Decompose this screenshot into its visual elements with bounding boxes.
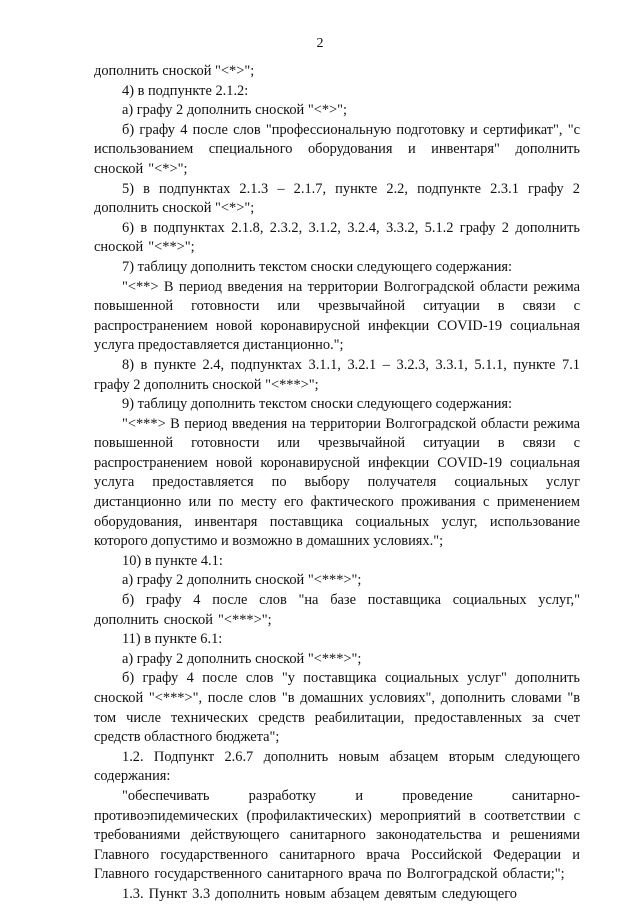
page-number: 2 xyxy=(316,36,324,51)
footnote-text-double-star: "<**> В период введения на территории Волгоградской области режима повышенной готовности или чрезвычайной ситуации в связи с распространением новой коронавирусной инфекции COVID-19 социальная услуга предоставляется дистанционно."; xyxy=(94,278,580,354)
list-item-8: 8) в пункте 2.4, подпунктах 3.1.1, 3.2.1 – 3.2.3, 3.3.1, 5.1.1, пункте 7.1 графу 2 дополнить сноской "<***>"; xyxy=(94,356,580,393)
section-1-3: 1.3. Пункт 3.3 дополнить новым абзацем девятым следующего xyxy=(122,885,517,902)
footnote-text-triple-star: "<***> В период введения на территории Волгоградской области режима повышенной готовности или чрезвычайной ситуации в связи с распространением новой коронавирусной инфекции COVID-19 социальная услуга предоставляется по выбору получателя социальных услуг дистанционно или по месту его фактического проживания с применением оборудования, инвентаря поставщика социальных услуг, использование которого допустимо и возможно в домашних условиях."; xyxy=(94,415,580,550)
list-item-10: 10) в пункте 4.1: xyxy=(122,552,223,569)
document-body xyxy=(94,62,580,905)
list-item-6: 6) в подпунктах 2.1.8, 2.3.2, 3.1.2, 3.2.4, 3.3.2, 5.1.2 графу 2 дополнить сноской "<**>"; xyxy=(94,219,580,256)
list-item-4: 4) в подпункте 2.1.2: xyxy=(122,82,249,99)
paragraph-continuation: дополнить сноской "<*>"; xyxy=(94,63,255,79)
list-item-10b: б) графу 4 после слов "на базе поставщика социальных услуг," дополнить сноской "<***>"; xyxy=(94,592,580,628)
list-item-4b: б) графу 4 после слов "профессиональную подготовку и сертификат", "с использованием специального оборудования и инвентаря" дополнить сноской "<*>"; xyxy=(94,121,580,177)
list-item-4a: а) графу 2 дополнить сноской "<*>"; xyxy=(122,102,348,119)
list-item-7: 7) таблицу дополнить текстом сноски следующего содержания: xyxy=(122,258,513,275)
section-1-2: 1.2. Подпункт 2.6.7 дополнить новым абзацем вторым следующего содержания: xyxy=(94,748,580,785)
list-item-11b: б) графу 4 после слов "у поставщика социальных услуг" дополнить сноской "<***>", после слов "в домашних условиях", дополнить словами "в том числе технических средств реабилитации, предоставленных за счет средств областного бюджета"; xyxy=(94,670,580,746)
list-item-10a: а) графу 2 дополнить сноской "<***>"; xyxy=(122,572,362,589)
list-item-11: 11) в пункте 6.1: xyxy=(122,631,223,648)
list-item-9: 9) таблицу дополнить текстом сноски следующего содержания: xyxy=(122,396,513,413)
list-item-11a: а) графу 2 дополнить сноской "<***>"; xyxy=(122,650,362,667)
list-item-5: 5) в подпунктах 2.1.3 – 2.1.7, пункте 2.2, подпункте 2.3.1 графу 2 дополнить сноской "<*>"; xyxy=(94,180,580,217)
section-1-2-quote: "обеспечивать разработку и проведение санитарно-противоэпидемических (профилактических) мероприятий в соответствии с требованиями действующего санитарного законодательства и решениями Главного государственного санитарного врача Российской Федерации и Главного государственного санитарного врача по Волгоградской области;"; xyxy=(94,787,580,883)
